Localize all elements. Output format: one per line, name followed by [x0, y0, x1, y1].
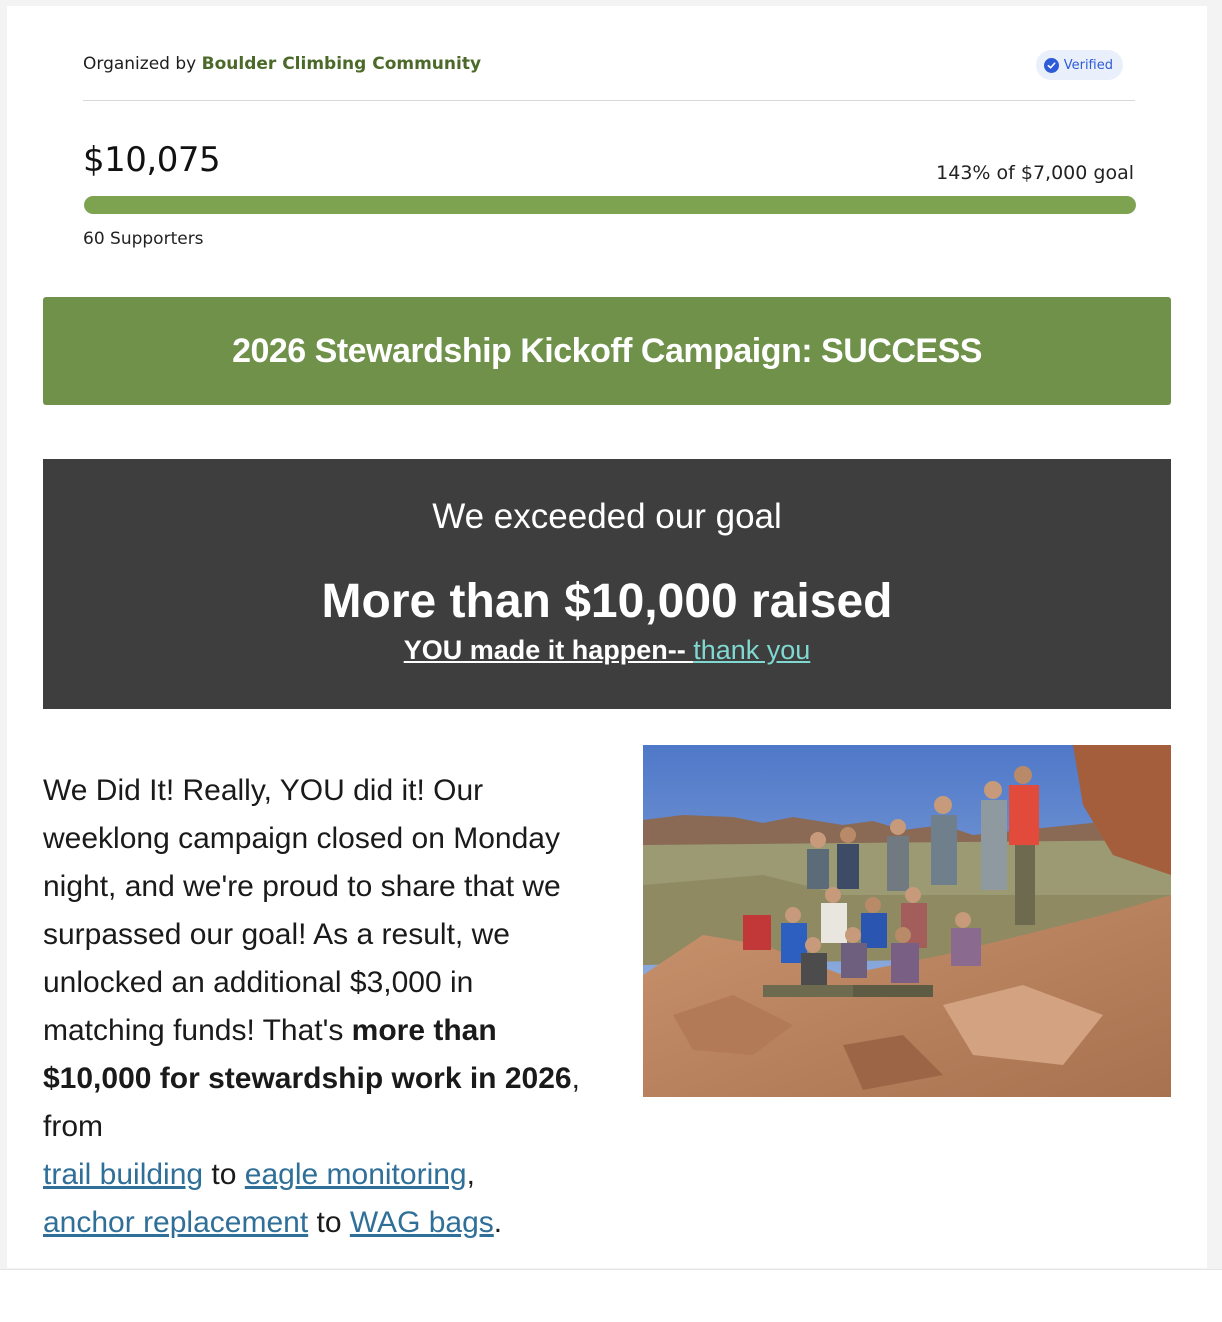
- organizer-text: [83, 54, 481, 74]
- campaign-success-banner: [43, 297, 1171, 405]
- body-bold-amount: more than $10,000 for stewardship work in 2026: [43, 1014, 572, 1095]
- body-to-2: to: [308, 1206, 350, 1239]
- thank-you-link[interactable]: thank you: [693, 635, 811, 665]
- organizer-row: [83, 50, 1135, 90]
- made-it-happen-text: YOU made it happen--: [403, 635, 694, 665]
- goal-progress-text: 143% of $7,000 goal: [936, 162, 1134, 184]
- supporters-count: 60 Supporters: [83, 229, 204, 249]
- body-period: .: [493, 1206, 503, 1239]
- photo-illustration: [643, 745, 1171, 1097]
- progress-bar: [84, 196, 1136, 214]
- highlight-line-thanks: [43, 635, 1171, 666]
- progress-bar-fill: [84, 196, 1136, 214]
- verified-badge: [1036, 50, 1123, 80]
- amount-raised: $10,075: [83, 140, 221, 180]
- banner-title: 2026 Stewardship Kickoff Campaign: SUCCESS: [232, 331, 982, 370]
- check-badge-icon: [1044, 58, 1059, 73]
- divider: [83, 100, 1135, 101]
- eagle-monitoring-link[interactable]: eagle monitoring: [244, 1158, 467, 1191]
- campaign-body-text: [43, 767, 603, 1247]
- wag-bags-link[interactable]: WAG bags: [349, 1206, 494, 1239]
- organizer-prefix: Organized by: [83, 54, 197, 74]
- body-to-1: to: [203, 1158, 245, 1191]
- anchor-replacement-link[interactable]: anchor replacement: [43, 1206, 309, 1239]
- highlight-panel: [43, 459, 1171, 709]
- highlight-line-raised: More than $10,000 raised: [321, 575, 893, 628]
- organizer-name-link[interactable]: Boulder Climbing Community: [201, 54, 482, 74]
- campaign-card: [7, 6, 1207, 1268]
- verified-label: Verified: [1063, 57, 1113, 73]
- trail-building-link[interactable]: trail building: [43, 1158, 204, 1191]
- body-comma: ,: [466, 1158, 475, 1191]
- highlight-line-goal: We exceeded our goal: [432, 497, 782, 536]
- volunteer-group-photo: [643, 745, 1171, 1097]
- body-from: , from: [43, 1062, 580, 1143]
- body-intro: We Did It! Really, YOU did it! Our weeklong campaign closed on Monday night, and we're proud to share that we surpassed our goal! As a result, we unlocked an additional $3,000 in matching funds! That's: [43, 774, 561, 1047]
- page-footer-strip: [0, 1269, 1222, 1322]
